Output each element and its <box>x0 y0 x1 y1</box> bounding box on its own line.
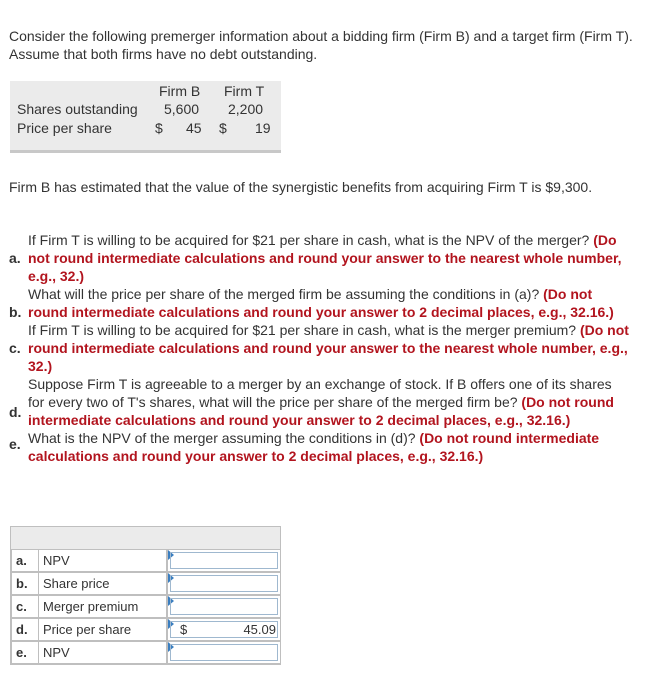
input-box[interactable] <box>170 644 278 661</box>
answer-label-text: NPV <box>43 553 70 568</box>
answer-input-npv[interactable] <box>167 549 281 572</box>
question-text: If Firm T is willing to be acquired for $21 per share in cash, what is the NPV of the merger? <box>28 232 590 248</box>
answer-letter: d. <box>16 622 28 637</box>
answer-input-merger-premium[interactable] <box>167 595 281 618</box>
question-instruction: (Do not round intermediate calculations and round your answer to 2 decimal places, e.g., 32.16.) <box>28 286 614 320</box>
question-letter: b. <box>9 304 22 320</box>
row-label-shares: Shares outstanding <box>17 101 138 117</box>
shares-firm-b: 5,600 <box>164 101 200 117</box>
cell-divider <box>38 596 39 617</box>
question-text: What is the NPV of the merger assuming the conditions in (d)? <box>28 430 416 446</box>
question-letter: d. <box>9 404 22 420</box>
question-b <box>9 285 629 321</box>
question-text: If Firm T is willing to be acquired for $21 per share in cash, what is the merger premium? <box>28 322 577 338</box>
answer-input-price-per-share[interactable] <box>167 618 281 641</box>
answer-row-e <box>11 641 280 664</box>
cell-divider <box>38 619 39 640</box>
question-text: What will the price per share of the merged firm be assuming the conditions in (a)? <box>28 286 540 302</box>
question-instruction: (Do not round intermediate calculations and round your answer to 2 decimal places, e.g., 32.16.) <box>28 394 614 428</box>
row-label-price: Price per share <box>17 120 112 136</box>
currency-firm-b: $ <box>155 120 163 136</box>
input-box[interactable] <box>170 552 278 569</box>
cell-divider <box>38 550 39 571</box>
answer-letter: b. <box>16 576 28 591</box>
answer-label-text: Price per share <box>43 622 132 637</box>
input-box[interactable] <box>170 598 278 615</box>
currency-firm-t: $ <box>219 120 227 136</box>
price-firm-t: 19 <box>255 120 271 136</box>
answer-value[interactable]: 45.09 <box>243 622 276 637</box>
answer-letter: e. <box>16 645 27 660</box>
cell-divider <box>38 642 39 663</box>
question-e <box>9 429 629 465</box>
answer-letter: a. <box>16 553 27 568</box>
question-letter: e. <box>9 436 21 452</box>
question-instruction: (Do not round intermediate calculations and round your answer to the nearest whole number, e.g., 32.) <box>28 232 622 284</box>
question-text: Suppose Firm T is agreeable to a merger by an exchange of stock. If B offers one of its shares for every two of T's shares, what will the price per share of the merged firm be? <box>28 376 612 410</box>
answer-label-text: Share price <box>43 576 110 591</box>
answer-table <box>10 526 281 665</box>
answer-row-b <box>11 572 280 595</box>
answer-label <box>11 641 167 664</box>
header-firm-b: Firm B <box>159 83 201 99</box>
question-instruction: (Do not round intermediate calculations and round your answer to the nearest whole number, e.g., 32.) <box>28 322 629 374</box>
answer-input-npv-stock[interactable] <box>167 641 281 664</box>
question-letter: c. <box>9 340 21 356</box>
answer-label <box>11 549 167 572</box>
answer-label-text: Merger premium <box>43 599 139 614</box>
header-firm-t: Firm T <box>224 83 265 99</box>
question-a <box>9 231 629 285</box>
answer-input-share-price[interactable] <box>167 572 281 595</box>
answer-letter: c. <box>16 599 27 614</box>
answer-row-d <box>11 618 280 641</box>
question-c <box>9 321 629 375</box>
answer-label <box>11 595 167 618</box>
price-firm-b: 45 <box>186 120 202 136</box>
question-d <box>9 375 629 429</box>
cell-divider <box>38 573 39 594</box>
question-list <box>9 231 629 465</box>
answer-row-c <box>11 595 280 618</box>
answer-label <box>11 618 167 641</box>
premerger-info-table <box>10 81 281 153</box>
question-instruction: (Do not round intermediate calculations and round your answer to 2 decimal places, e.g., 32.16.) <box>28 430 600 464</box>
answer-row-a <box>11 549 280 572</box>
question-letter: a. <box>9 250 21 266</box>
answer-label-text: NPV <box>43 645 70 660</box>
input-box[interactable] <box>170 575 278 592</box>
shares-firm-t: 2,200 <box>228 101 264 117</box>
synergy-statement: Firm B has estimated that the value of the synergistic benefits from acquiring Firm T is $9,300. <box>9 179 593 195</box>
answer-currency: $ <box>180 622 188 637</box>
problem-intro: Consider the following premerger information about a bidding firm (Firm B) and a target firm (Firm T). Assume that both firms have no debt outstanding. <box>9 28 633 62</box>
answer-label <box>11 572 167 595</box>
